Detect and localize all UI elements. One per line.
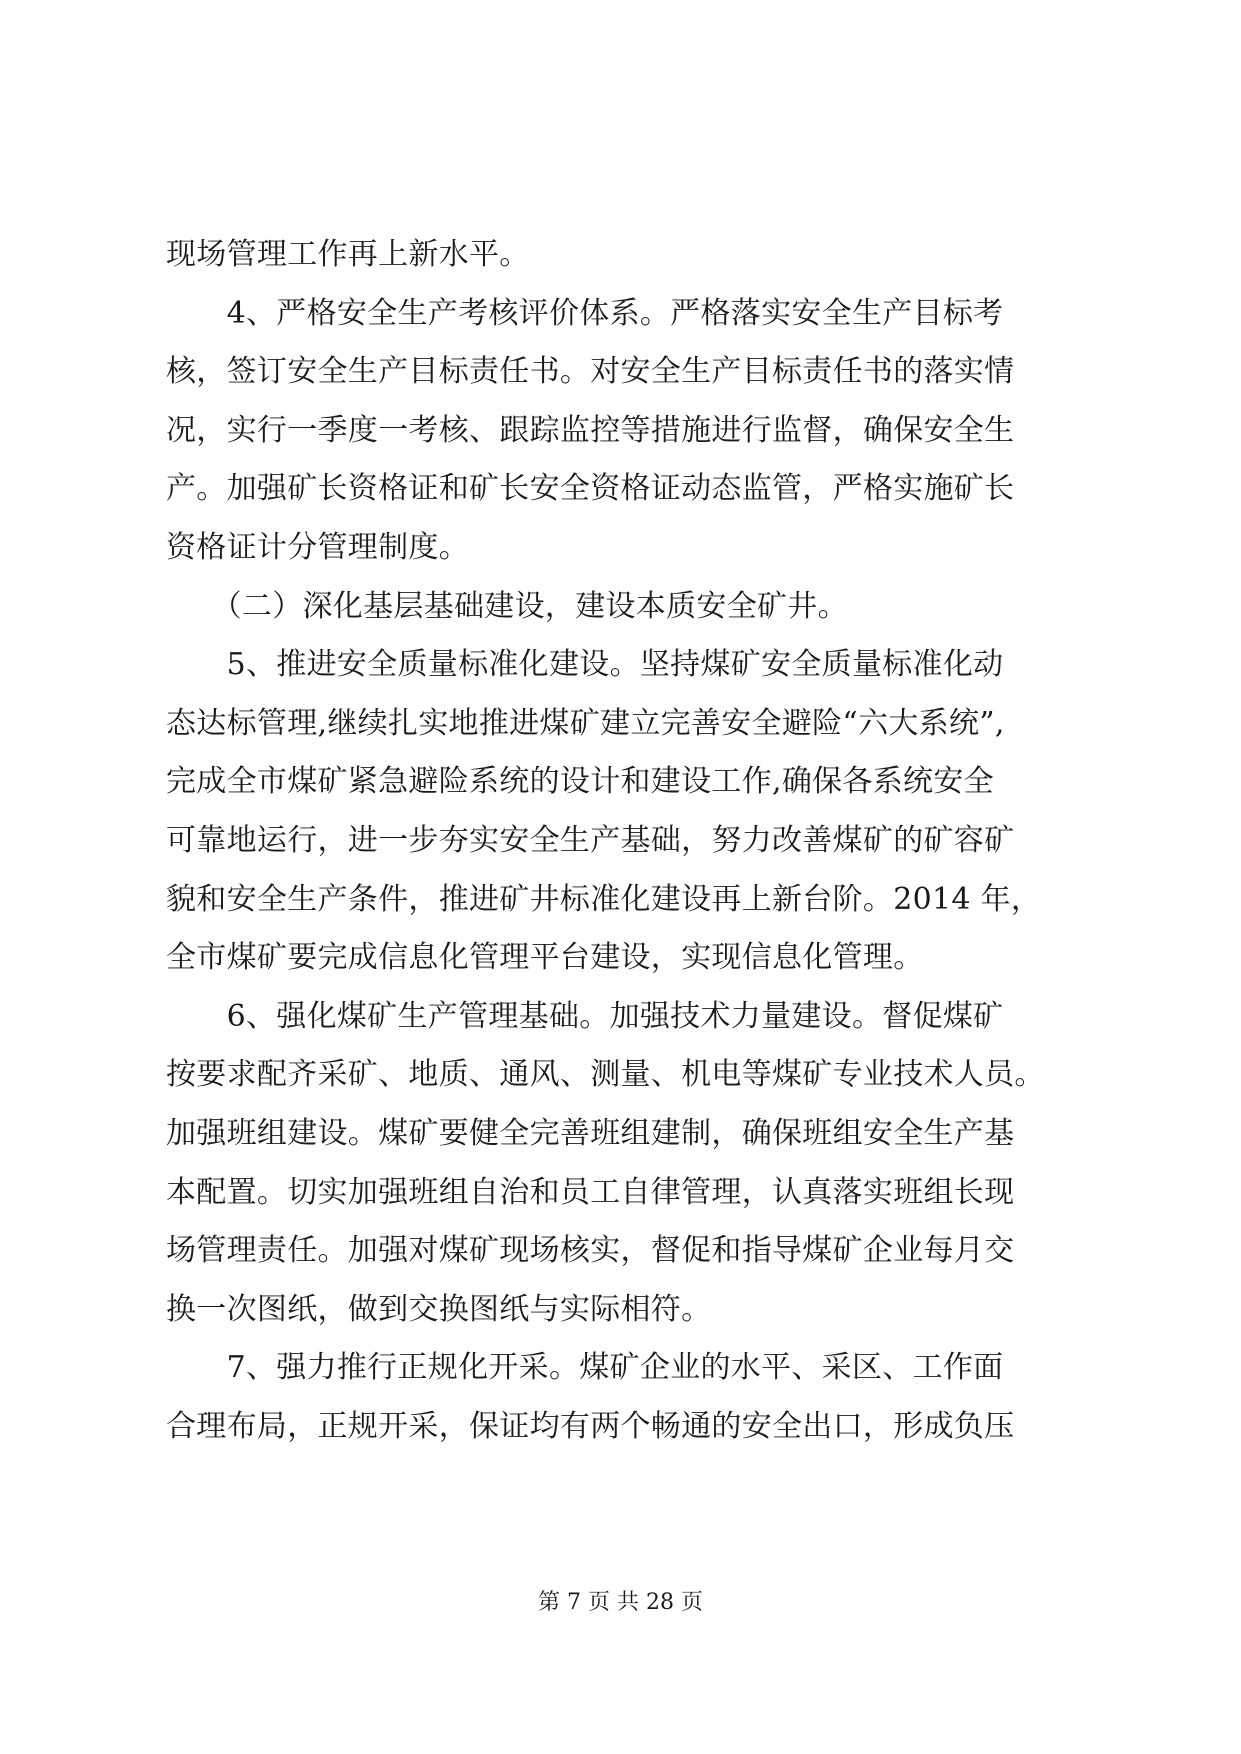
body-text [166,226,1076,1456]
text-line: 核，签订安全生产目标责任书。对安全生产目标责任书的落实情 [166,354,1015,390]
text-line: 全市煤矿要完成信息化管理平台建设，实现信息化管理。 [166,940,924,976]
text-line: 6、强化煤矿生产管理基础。加强技术力量建设。督促煤矿 [166,998,1004,1034]
text-line: 场管理责任。加强对煤矿现场核实，督促和指导煤矿企业每月交 [166,1233,1015,1269]
text-line: 本配置。切实加强班组自治和员工自律管理，认真落实班组长现 [166,1174,1015,1210]
text-line: 况，实行一季度一考核、跟踪监控等措施进行监督，确保安全生 [166,412,1015,448]
text-line: 合理布局，正规开采，保证均有两个畅通的安全出口，形成负压 [166,1408,1015,1444]
text-line: 换一次图纸，做到交换图纸与实际相符。 [166,1291,712,1327]
text-line: 资格证计分管理制度。 [166,529,469,565]
text-line: 产。加强矿长资格证和矿长安全资格证动态监管，严格实施矿长 [166,471,1015,507]
text-line: 加强班组建设。煤矿要健全完善班组建制，确保班组安全生产基 [166,1115,1015,1151]
text-line: 7、强力推行正规化开采。煤矿企业的水平、采区、工作面 [166,1350,1004,1386]
text-line: 4、严格安全生产考核评价体系。严格落实安全生产目标考 [166,295,1004,331]
text-line: 貌和安全生产条件，推进矿井标准化建设再上新台阶。2014 年， [166,881,1042,917]
text-line: 5、推进安全质量标准化建设。坚持煤矿安全质量标准化动 [166,647,1004,683]
text-line: 现场管理工作再上新水平。 [166,237,530,272]
text-line: 态达标管理,继续扎实地推进煤矿建立完善安全避险“六大系统”, [166,705,1005,741]
text-line: 完成全市煤矿紧急避险系统的设计和建设工作,确保各系统安全 [166,764,994,800]
text-line: 按要求配齐采矿、地质、通风、测量、机电等煤矿专业技术人员。 [166,1057,1045,1093]
text-line: 可靠地运行，进一步夯实安全生产基础，努力改善煤矿的矿容矿 [166,822,1015,858]
page-footer: 第 7 页 共 28 页 [538,1590,703,1615]
section-heading: （二）深化基层基础建设，建设本质安全矿井。 [166,588,848,624]
